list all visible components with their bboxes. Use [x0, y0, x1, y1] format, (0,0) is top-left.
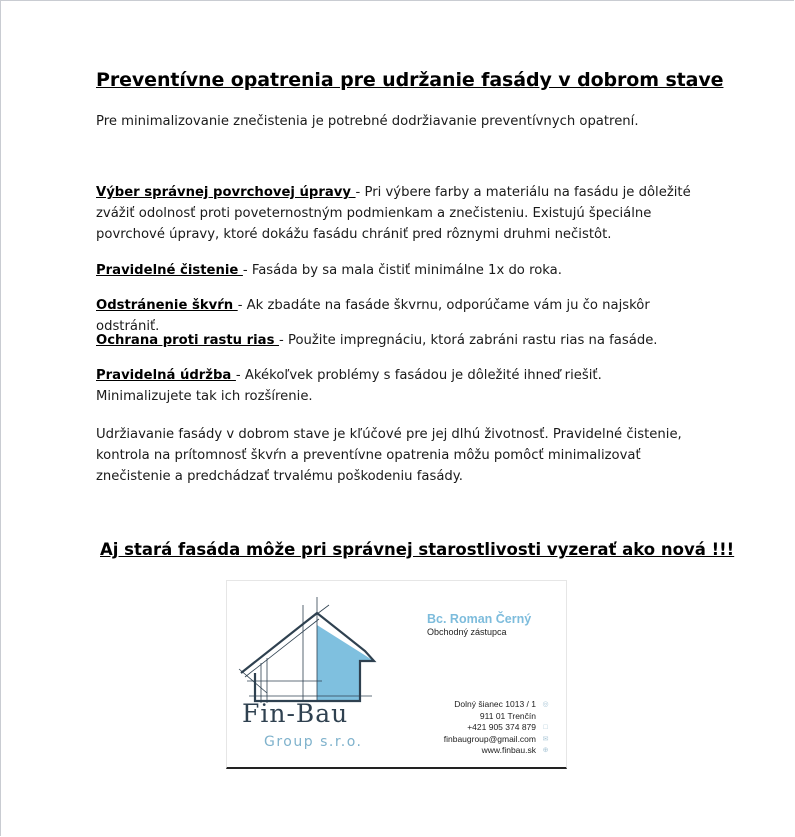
measure-text: - Pri výbere farby a materiálu na fasádu je dôležité zvážiť odolnosť proti poveternostným podmienkam a znečisteniu. Existujú špeciálne povrchové úpravy, ktoré dokážu fasádu chrániť pred rôznymi druhmi nečistôt.: [96, 185, 691, 242]
measure-item: [96, 365, 696, 407]
measure-term: Odstránenie škvŕn: [96, 298, 238, 313]
contact-phone: +421 905 374 879: [467, 722, 536, 732]
contact-row: [444, 722, 550, 734]
measure-item: [96, 260, 716, 281]
location-icon: ◎: [542, 701, 549, 708]
contact-list: [444, 699, 550, 757]
measure-term: Pravidelná údržba: [96, 368, 236, 383]
brand-subtitle: Group s.r.o.: [264, 734, 363, 750]
measure-term: Výber správnej povrchovej úpravy: [96, 185, 356, 200]
contact-address: Dolný šianec 1013 / 1: [454, 699, 536, 709]
measure-item: [96, 330, 716, 351]
contact-row: [444, 711, 550, 723]
house-logo-icon: [237, 593, 387, 703]
measure-term: Ochrana proti rastu rias: [96, 333, 280, 348]
contact-row: [444, 699, 550, 711]
contact-row: [444, 734, 550, 746]
measure-text: - Ak zbadáte na fasáde škvrnu, odporúčame vám ju čo najskôr odstrániť.: [96, 298, 650, 334]
mail-icon: ✉: [542, 735, 549, 743]
contact-row: [444, 745, 550, 757]
closing-paragraph: Udržiavanie fasády v dobrom stave je kľúčové pre jej dlhú životnosť. Pravidelné čistenie, kontrola na prítomnosť škvŕn a preventívne opatrenia môžu pomôcť minimalizovať znečistenie a predchádzať trvalému poškodeniu fasády.: [96, 427, 682, 484]
phone-icon: □: [543, 724, 548, 731]
contact-city: 911 01 Trenčín: [479, 710, 536, 721]
contact-email: finbaugroup@gmail.com: [443, 733, 536, 744]
intro-paragraph: Pre minimalizovanie znečistenia je potrebné dodržiavanie preventívnych opatrení.: [96, 114, 639, 129]
person-role: Obchodný zástupca: [427, 627, 507, 637]
brand-name: Fin-Bau: [242, 699, 349, 728]
measure-item: [96, 182, 716, 245]
measure-text: - Akékoľvek problémy s fasádou je dôležité ihneď riešiť. Minimalizujete tak ich rozšírenie.: [96, 368, 602, 404]
contact-website: www.finbau.sk: [481, 745, 536, 755]
business-card: [226, 580, 567, 769]
person-name: Bc. Roman Černý: [427, 612, 532, 626]
measure-text: - Fasáda by sa mala čistiť minimálne 1x do roka.: [242, 263, 562, 278]
globe-icon: ⊕: [542, 747, 549, 754]
measure-term: Pravidelné čistenie: [96, 263, 243, 278]
document-title: Preventívne opatrenia pre udržanie fasády v dobrom stave: [96, 69, 724, 91]
measure-text: - Použite impregnáciu, ktorá zabráni rastu rias na fasáde.: [279, 333, 658, 348]
slogan: Aj stará fasáda môže pri správnej starostlivosti vyzerať ako nová !!!: [100, 540, 735, 559]
